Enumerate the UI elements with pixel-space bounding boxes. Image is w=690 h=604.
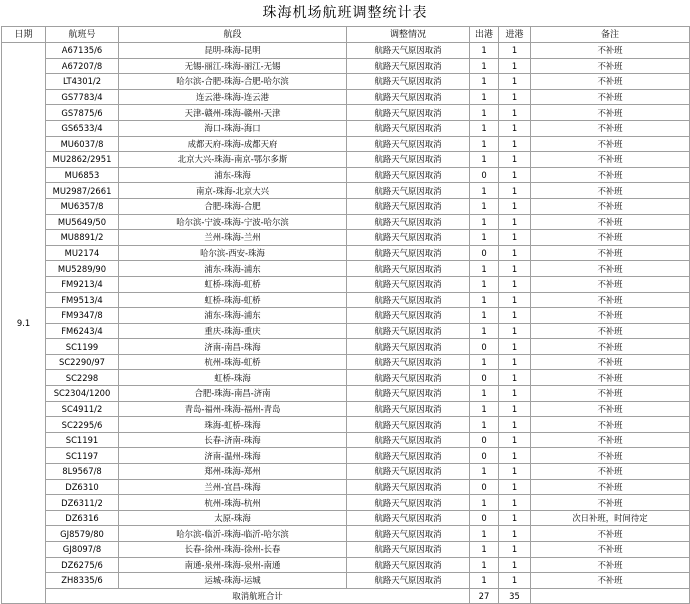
table-row [2,89,690,105]
situation-cell: 航路天气原因取消 [347,308,470,324]
situation-cell: 航路天气原因取消 [347,464,470,480]
flight-cell: SC2298 [46,370,119,386]
in-cell: 1 [499,43,531,59]
out-cell: 1 [470,276,499,292]
route-cell: 虹桥-珠海 [119,370,347,386]
flight-cell: LT4301/2 [46,74,119,90]
flight-cell: MU6357/8 [46,198,119,214]
table-row [2,308,690,324]
situation-cell: 航路天气原因取消 [347,417,470,433]
out-cell: 1 [470,573,499,589]
route-cell: 长春-济南-珠海 [119,432,347,448]
out-cell: 1 [470,120,499,136]
table-row [2,58,690,74]
note-cell: 不补班 [531,354,690,370]
route-cell: 浦东-珠海-浦东 [119,308,347,324]
header-route: 航段 [119,27,347,43]
note-cell: 不补班 [531,526,690,542]
out-cell: 1 [470,105,499,121]
out-cell: 1 [470,261,499,277]
situation-cell: 航路天气原因取消 [347,120,470,136]
table-row [2,323,690,339]
situation-cell: 航路天气原因取消 [347,245,470,261]
in-cell: 1 [499,510,531,526]
table-row [2,495,690,511]
out-cell: 1 [470,542,499,558]
table-row [2,510,690,526]
flight-cell: SC1191 [46,432,119,448]
situation-cell: 航路天气原因取消 [347,479,470,495]
out-cell: 1 [470,526,499,542]
out-cell: 1 [470,417,499,433]
note-cell: 不补班 [531,323,690,339]
table-row [2,74,690,90]
route-cell: 珠海-虹桥-珠海 [119,417,347,433]
situation-cell: 航路天气原因取消 [347,432,470,448]
in-cell: 1 [499,339,531,355]
out-cell: 1 [470,386,499,402]
situation-cell: 航路天气原因取消 [347,58,470,74]
out-cell: 1 [470,401,499,417]
route-cell: 郑州-珠海-郑州 [119,464,347,480]
note-cell: 不补班 [531,479,690,495]
in-cell: 1 [499,89,531,105]
out-cell: 1 [470,58,499,74]
in-cell: 1 [499,292,531,308]
header-situation: 调整情况 [347,27,470,43]
in-cell: 1 [499,370,531,386]
total-in: 35 [499,588,531,604]
in-cell: 1 [499,120,531,136]
in-cell: 1 [499,448,531,464]
table-row [2,339,690,355]
route-cell: 长春-徐州-珠海-徐州-长春 [119,542,347,558]
in-cell: 1 [499,230,531,246]
route-cell: 昆明-珠海-昆明 [119,43,347,59]
flight-cell: MU5289/90 [46,261,119,277]
situation-cell: 航路天气原因取消 [347,292,470,308]
flight-cell: 8L9567/8 [46,464,119,480]
route-cell: 浦东-珠海 [119,167,347,183]
table-row [2,401,690,417]
note-cell: 不补班 [531,370,690,386]
out-cell: 1 [470,43,499,59]
flight-cell: GS7783/4 [46,89,119,105]
route-cell: 哈尔滨-宁波-珠海-宁波-哈尔滨 [119,214,347,230]
flight-cell: MU2987/2661 [46,183,119,199]
note-cell: 不补班 [531,74,690,90]
in-cell: 1 [499,479,531,495]
out-cell: 1 [470,214,499,230]
situation-cell: 航路天气原因取消 [347,136,470,152]
route-cell: 青岛-福州-珠海-福州-青岛 [119,401,347,417]
flight-cell: GJ8097/8 [46,542,119,558]
in-cell: 1 [499,386,531,402]
flight-cell: DZ6316 [46,510,119,526]
total-row [2,588,690,604]
flight-cell: SC2295/6 [46,417,119,433]
note-cell: 不补班 [531,386,690,402]
in-cell: 1 [499,152,531,168]
table-row [2,120,690,136]
flight-cell: SC1197 [46,448,119,464]
flight-cell: GS6533/4 [46,120,119,136]
out-cell: 0 [470,370,499,386]
note-cell: 不补班 [531,136,690,152]
table-row [2,167,690,183]
note-cell: 不补班 [531,43,690,59]
in-cell: 1 [499,526,531,542]
route-cell: 济南-温州-珠海 [119,448,347,464]
table-row [2,292,690,308]
out-cell: 0 [470,432,499,448]
table-row [2,152,690,168]
header-row [2,27,690,43]
table-row [2,276,690,292]
table-row [2,432,690,448]
situation-cell: 航路天气原因取消 [347,370,470,386]
out-cell: 1 [470,292,499,308]
in-cell: 1 [499,245,531,261]
flight-cell: GJ8579/80 [46,526,119,542]
header-note: 备注 [531,27,690,43]
note-cell: 不补班 [531,276,690,292]
note-cell: 不补班 [531,214,690,230]
flight-cell: MU8891/2 [46,230,119,246]
in-cell: 1 [499,261,531,277]
note-cell: 不补班 [531,105,690,121]
note-cell: 不补班 [531,58,690,74]
situation-cell: 航路天气原因取消 [347,557,470,573]
in-cell: 1 [499,323,531,339]
out-cell: 1 [470,464,499,480]
route-cell: 哈尔滨-西安-珠海 [119,245,347,261]
flight-cell: SC2290/97 [46,354,119,370]
route-cell: 海口-珠海-海口 [119,120,347,136]
situation-cell: 航路天气原因取消 [347,542,470,558]
in-cell: 1 [499,401,531,417]
note-cell: 不补班 [531,89,690,105]
out-cell: 1 [470,308,499,324]
in-cell: 1 [499,214,531,230]
table-row [2,464,690,480]
in-cell: 1 [499,495,531,511]
out-cell: 1 [470,323,499,339]
situation-cell: 航路天气原因取消 [347,526,470,542]
note-cell: 不补班 [531,448,690,464]
table-row [2,245,690,261]
route-cell: 合肥-珠海-南昌-济南 [119,386,347,402]
table-row [2,43,690,59]
route-cell: 哈尔滨-临沂-珠海-临沂-哈尔滨 [119,526,347,542]
table-row [2,105,690,121]
note-cell: 不补班 [531,557,690,573]
in-cell: 1 [499,74,531,90]
route-cell: 重庆-珠海-重庆 [119,323,347,339]
note-cell: 不补班 [531,120,690,136]
in-cell: 1 [499,417,531,433]
flight-cell: SC4911/2 [46,401,119,417]
in-cell: 1 [499,105,531,121]
flight-cell: FM6243/4 [46,323,119,339]
header-in: 进港 [499,27,531,43]
table-row [2,198,690,214]
in-cell: 1 [499,464,531,480]
note-cell: 次日补班，时间待定 [531,510,690,526]
note-cell: 不补班 [531,261,690,277]
situation-cell: 航路天气原因取消 [347,214,470,230]
route-cell: 成都天府-珠海-成都天府 [119,136,347,152]
note-cell: 不补班 [531,495,690,511]
situation-cell: 航路天气原因取消 [347,354,470,370]
route-cell: 北京大兴-珠海-南京-鄂尔多斯 [119,152,347,168]
note-cell: 不补班 [531,230,690,246]
table-row [2,417,690,433]
route-cell: 兰州-宜昌-珠海 [119,479,347,495]
note-cell: 不补班 [531,464,690,480]
table-row [2,261,690,277]
flight-cell: MU6037/8 [46,136,119,152]
situation-cell: 航路天气原因取消 [347,261,470,277]
out-cell: 1 [470,354,499,370]
flight-cell: FM9513/4 [46,292,119,308]
out-cell: 1 [470,136,499,152]
situation-cell: 航路天气原因取消 [347,183,470,199]
out-cell: 0 [470,448,499,464]
situation-cell: 航路天气原因取消 [347,74,470,90]
flight-cell: MU5649/50 [46,214,119,230]
route-cell: 合肥-珠海-合肥 [119,198,347,214]
table-row [2,136,690,152]
out-cell: 0 [470,479,499,495]
table-row [2,354,690,370]
note-cell: 不补班 [531,432,690,448]
in-cell: 1 [499,276,531,292]
note-cell: 不补班 [531,339,690,355]
route-cell: 南通-泉州-珠海-泉州-南通 [119,557,347,573]
in-cell: 1 [499,167,531,183]
note-cell: 不补班 [531,542,690,558]
situation-cell: 航路天气原因取消 [347,276,470,292]
flight-cell: DZ6275/6 [46,557,119,573]
total-out: 27 [470,588,499,604]
route-cell: 杭州-珠海-虹桥 [119,354,347,370]
in-cell: 1 [499,557,531,573]
route-cell: 天津-赣州-珠海-赣州-天津 [119,105,347,121]
situation-cell: 航路天气原因取消 [347,323,470,339]
situation-cell: 航路天气原因取消 [347,510,470,526]
table-row [2,557,690,573]
table-row [2,230,690,246]
note-cell: 不补班 [531,573,690,589]
route-cell: 太原-珠海 [119,510,347,526]
in-cell: 1 [499,58,531,74]
page-title: 珠海机场航班调整统计表 [262,5,428,21]
situation-cell: 航路天气原因取消 [347,339,470,355]
out-cell: 1 [470,183,499,199]
in-cell: 1 [499,432,531,448]
note-cell: 不补班 [531,198,690,214]
situation-cell: 航路天气原因取消 [347,401,470,417]
flight-cell: A67207/8 [46,58,119,74]
in-cell: 1 [499,573,531,589]
table-row [2,370,690,386]
out-cell: 1 [470,89,499,105]
note-cell: 不补班 [531,167,690,183]
in-cell: 1 [499,136,531,152]
situation-cell: 航路天气原因取消 [347,167,470,183]
header-flight: 航班号 [46,27,119,43]
date-cell: 9.1 [2,43,46,604]
table-row [2,183,690,199]
situation-cell: 航路天气原因取消 [347,448,470,464]
out-cell: 0 [470,339,499,355]
in-cell: 1 [499,542,531,558]
flight-cell: ZH8335/6 [46,573,119,589]
flight-cell: GS7875/6 [46,105,119,121]
route-cell: 连云港-珠海-连云港 [119,89,347,105]
flight-cell: DZ6310 [46,479,119,495]
in-cell: 1 [499,354,531,370]
note-cell: 不补班 [531,417,690,433]
situation-cell: 航路天气原因取消 [347,105,470,121]
situation-cell: 航路天气原因取消 [347,152,470,168]
in-cell: 1 [499,183,531,199]
table-row [2,214,690,230]
flight-cell: DZ6311/2 [46,495,119,511]
route-cell: 无锡-丽江-珠海-丽江-无锡 [119,58,347,74]
out-cell: 0 [470,245,499,261]
out-cell: 1 [470,495,499,511]
flight-cell: FM9213/4 [46,276,119,292]
table-row [2,526,690,542]
route-cell: 运城-珠海-运城 [119,573,347,589]
flight-adjustment-table [1,26,690,604]
flight-cell: FM9347/8 [46,308,119,324]
out-cell: 1 [470,74,499,90]
total-label: 取消航班合计 [46,588,470,604]
in-cell: 1 [499,308,531,324]
situation-cell: 航路天气原因取消 [347,573,470,589]
note-cell: 不补班 [531,152,690,168]
out-cell: 1 [470,557,499,573]
situation-cell: 航路天气原因取消 [347,386,470,402]
flight-cell: SC1199 [46,339,119,355]
situation-cell: 航路天气原因取消 [347,495,470,511]
route-cell: 济南-南昌-珠海 [119,339,347,355]
situation-cell: 航路天气原因取消 [347,43,470,59]
route-cell: 杭州-珠海-杭州 [119,495,347,511]
table-row [2,448,690,464]
situation-cell: 航路天气原因取消 [347,89,470,105]
note-cell: 不补班 [531,308,690,324]
table-row [2,479,690,495]
route-cell: 虹桥-珠海-虹桥 [119,276,347,292]
route-cell: 虹桥-珠海-虹桥 [119,292,347,308]
table-row [2,542,690,558]
route-cell: 哈尔滨-合肥-珠海-合肥-哈尔滨 [119,74,347,90]
out-cell: 1 [470,152,499,168]
flight-cell: MU6853 [46,167,119,183]
situation-cell: 航路天气原因取消 [347,198,470,214]
situation-cell: 航路天气原因取消 [347,230,470,246]
out-cell: 1 [470,230,499,246]
flight-cell: A67135/6 [46,43,119,59]
header-date: 日期 [2,27,46,43]
note-cell: 不补班 [531,245,690,261]
note-cell: 不补班 [531,183,690,199]
header-out: 出港 [470,27,499,43]
flight-cell: MU2174 [46,245,119,261]
note-cell: 不补班 [531,401,690,417]
in-cell: 1 [499,198,531,214]
out-cell: 1 [470,198,499,214]
flight-cell: SC2304/1200 [46,386,119,402]
total-note [531,588,690,604]
note-cell: 不补班 [531,292,690,308]
flight-cell: MU2862/2951 [46,152,119,168]
out-cell: 0 [470,167,499,183]
table-row [2,573,690,589]
route-cell: 兰州-珠海-兰州 [119,230,347,246]
route-cell: 浦东-珠海-浦东 [119,261,347,277]
route-cell: 南京-珠海-北京大兴 [119,183,347,199]
table-row [2,386,690,402]
out-cell: 0 [470,510,499,526]
